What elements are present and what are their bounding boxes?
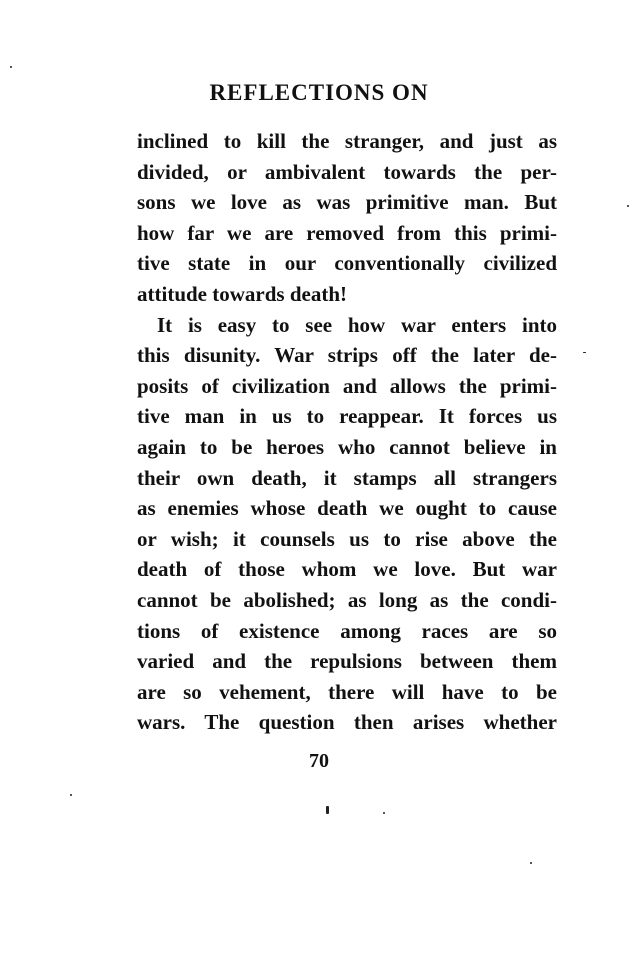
text-line: death of those whom we love. But war — [137, 557, 557, 582]
text-line: this disunity. War strips off the later de- — [137, 343, 557, 368]
text-line: attitude towards death! — [137, 281, 347, 306]
text-line: varied and the repulsions between them — [137, 649, 557, 674]
text-line: or wish; it counsels us to rise above the — [137, 526, 557, 551]
body-text — [137, 126, 557, 738]
text-line: divided, or ambivalent towards the per- — [137, 159, 557, 184]
scan-speck — [583, 352, 586, 353]
text-line: tive state in our conventionally civilized — [137, 251, 557, 276]
text-line: their own death, it stamps all strangers — [137, 465, 557, 490]
text-line: inclined to kill the stranger, and just as — [137, 129, 557, 153]
scan-speck — [70, 794, 72, 796]
text-line: tive man in us to reappear. It forces us — [137, 404, 557, 429]
text-line: sons we love as was primitive man. But — [137, 190, 557, 215]
text-line: again to be heroes who cannot believe in — [137, 434, 557, 459]
scan-speck — [627, 205, 629, 207]
page-number: 70 — [309, 750, 329, 772]
text-line: wars. The question then arises whether — [137, 710, 557, 735]
text-line: tions of existence among races are so — [137, 618, 557, 643]
running-head: REFLECTIONS ON — [209, 80, 429, 105]
scan-speck — [10, 66, 12, 68]
text-line: It is easy to see how war enters into — [157, 312, 557, 337]
text-line: posits of civilization and allows the primi- — [137, 373, 557, 398]
text-line: are so vehement, there will have to be — [137, 679, 557, 704]
scan-speck — [530, 862, 532, 864]
text-line: how far we are removed from this primi- — [137, 220, 557, 245]
text-line: cannot be abolished; as long as the condi- — [137, 587, 557, 612]
scan-speck — [383, 812, 385, 814]
text-line: as enemies whose death we ought to cause — [137, 496, 557, 521]
scan-speck — [326, 806, 329, 814]
